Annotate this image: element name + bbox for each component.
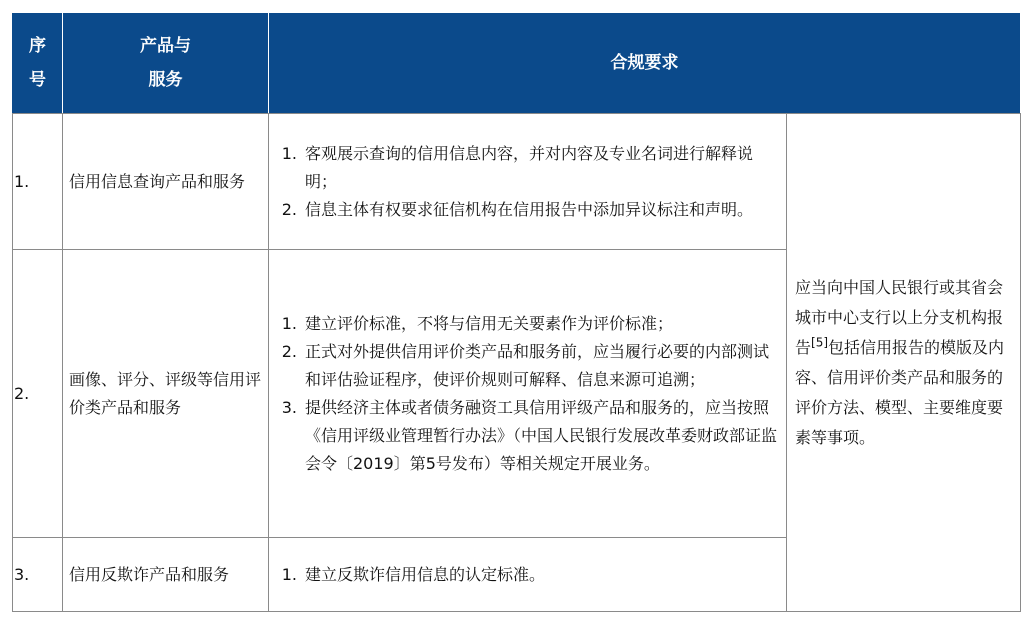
row-seq: 3. [13,538,63,612]
compliance-table [12,12,1021,612]
row-seq: 1. [13,114,63,250]
row-requirements [269,538,787,612]
report-requirement: 应当向中国人民银行或其省会城市中心支行以上分支机构报告[5]包括信用报告的模版及内容、信用评价类产品和服务的评价方法、模型、主要维度要素等事项。 [787,114,1021,612]
table-row [13,114,1021,250]
row-product: 信用信息查询产品和服务 [63,114,269,250]
header-row [13,13,1021,114]
list-item: 2. 正式对外提供信用评价类产品和服务前，应当履行必要的内部测试和评估验证程序，使评价规则可解释、信息来源可追溯； [281,341,770,389]
row-seq: 2. [13,250,63,538]
footnote-ref: [5] [811,335,829,350]
header-product: 产品与 服务 [63,13,269,114]
list-item: 1. 建立评价标准，不将与信用无关要素作为评价标准； [281,313,674,333]
row-product: 画像、评分、评级等信用评价类产品和服务 [63,250,269,538]
row-product: 信用反欺诈产品和服务 [63,538,269,612]
list-item: 1. 客观展示查询的信用信息内容，并对内容及专业名词进行解释说明； [281,143,754,191]
header-requirements: 合规要求 [269,13,1021,114]
list-item: 2. 信息主体有权要求征信机构在信用报告中添加异议标注和声明。 [281,199,754,219]
row-requirements [269,114,787,250]
list-item: 1. 建立反欺诈信用信息的认定标准。 [281,564,546,584]
header-seq: 序 号 [13,13,63,114]
list-item: 3. 提供经济主体或者债务融资工具信用评级产品和服务的，应当按照《信用评级业管理暂行办法》（中国人民银行发展改革委财政部证监会令〔2019〕第5号发布）等相关规定开展业务。 [281,397,778,473]
row-requirements [269,250,787,538]
compliance-table-container [12,12,1021,612]
